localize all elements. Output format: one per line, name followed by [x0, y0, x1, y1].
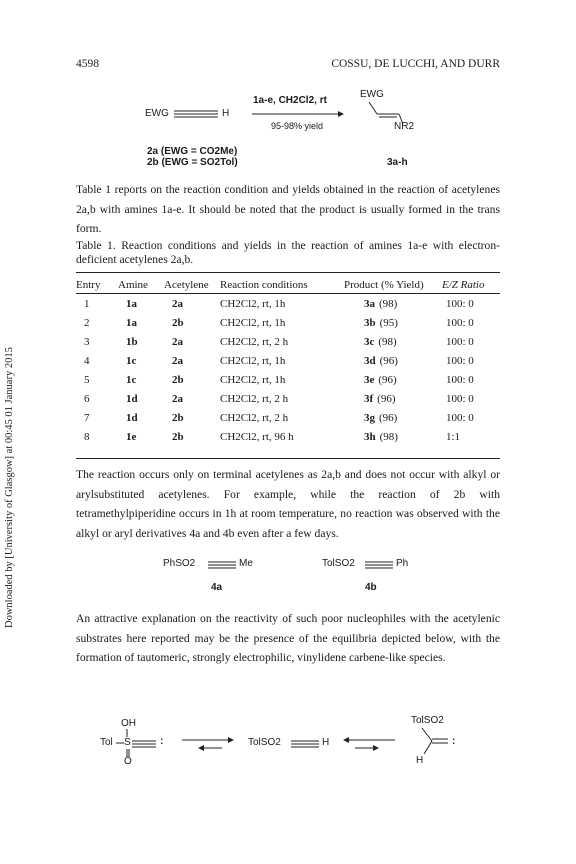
acetylene-cell-value: 2b	[172, 373, 184, 386]
conditions-cell: CH2Cl2, rt, 2 h	[220, 411, 289, 424]
acetylene-cell-value: 2b	[172, 316, 184, 329]
reactant-h: H	[222, 108, 230, 119]
amine-cell-value: 1d	[126, 392, 138, 405]
entry-cell: 2	[84, 316, 90, 329]
yield-label: 95-98% yield	[271, 121, 324, 131]
conditions-cell: CH2Cl2, rt, 1h	[220, 373, 286, 386]
header-conditions: Reaction conditions	[220, 278, 308, 291]
amine-cell	[118, 427, 164, 446]
paragraph-1: Table 1 reports on the reaction condition and yields obtained in the reaction of acetylenes 2a,b with amines 1a-e. It should be noted that the product is usually formed in the trans form.	[76, 183, 500, 235]
table-top-rule	[76, 272, 500, 273]
triple-bond-1	[172, 108, 220, 120]
header-acetylene: Acetylene	[164, 278, 209, 291]
equilibrium-arrows-left	[182, 736, 234, 752]
acetylene-cell	[164, 408, 220, 427]
table-body	[76, 294, 500, 446]
product-ewg: EWG	[360, 89, 384, 100]
ratio-cell: 100: 0	[446, 316, 474, 329]
triple-bond-middle	[290, 738, 320, 750]
acetylene-cell	[164, 351, 220, 370]
product-yield: (98)	[379, 297, 398, 310]
s-label: S	[124, 737, 131, 748]
entry-cell: 1	[84, 297, 90, 310]
acetylene-cell	[164, 427, 220, 446]
download-watermark: Downloaded by [University of Glasgow] at 00:45 01 January 2015	[4, 347, 15, 628]
carbene-dots-left: :	[160, 736, 164, 747]
conditions-cell: CH2Cl2, rt, 2 h	[220, 335, 289, 348]
triple-bond-4b	[364, 559, 394, 571]
table-row	[76, 332, 500, 351]
product-yield: (98)	[378, 335, 397, 348]
amine-cell	[118, 313, 164, 332]
acetylene-cell-value: 2b	[172, 430, 184, 443]
o-label: O	[124, 756, 132, 767]
product-id: 3c	[364, 335, 375, 348]
conditions-cell: CH2Cl2, rt, 1h	[220, 316, 286, 329]
compound-4a-tail: Me	[239, 558, 253, 569]
product-cell	[344, 389, 442, 408]
amine-cell	[118, 370, 164, 389]
right-tolso2: TolSO2	[411, 715, 444, 726]
product-yield: (96)	[379, 354, 398, 367]
amine-cell-value: 1d	[126, 411, 138, 424]
amine-cell-value: 1c	[126, 373, 137, 386]
product-yield: (96)	[378, 373, 397, 386]
ratio-cell: 100: 0	[446, 392, 474, 405]
entry-cell: 4	[84, 354, 90, 367]
table-header-row	[76, 275, 500, 294]
amine-cell-value: 1c	[126, 354, 137, 367]
acetylene-cell	[164, 389, 220, 408]
label-2a: 2a (EWG = CO2Me)	[147, 146, 238, 157]
acetylene-cell	[164, 370, 220, 389]
middle-h: H	[322, 737, 330, 748]
tol-label: Tol	[100, 737, 113, 748]
ratio-cell: 100: 0	[446, 354, 474, 367]
acetylene-cell	[164, 294, 220, 313]
acetylene-cell	[164, 332, 220, 351]
product-yield: (95)	[379, 316, 398, 329]
table-row	[76, 427, 500, 446]
acetylene-cell-value: 2a	[172, 392, 183, 405]
acetylene-cell	[164, 313, 220, 332]
reagents-label: 1a-e, CH2Cl2, rt	[253, 95, 327, 106]
product-id: 3d	[364, 354, 376, 367]
ratio-cell: 100: 0	[446, 373, 474, 386]
entry-cell: 3	[84, 335, 90, 348]
carbene-dots-right: :	[452, 736, 456, 747]
results-table	[76, 275, 500, 446]
product-cell	[344, 427, 442, 446]
compound-4a	[163, 558, 195, 569]
compound-4b-tail: Ph	[396, 558, 409, 569]
product-id: 3g	[364, 411, 375, 424]
header-ez-ratio: E/Z Ratio	[442, 278, 485, 291]
entry-cell: 6	[84, 392, 90, 405]
amine-cell	[118, 408, 164, 427]
label-4b: 4b	[365, 582, 377, 593]
amine-cell	[118, 351, 164, 370]
amine-cell-value: 1b	[126, 335, 138, 348]
product-cell	[344, 294, 442, 313]
compound-4b-head: TolSO2	[322, 558, 355, 569]
product-id: 3b	[364, 316, 376, 329]
entry-cell: 5	[84, 373, 90, 386]
triple-bond-4a	[207, 559, 237, 571]
label-4a: 4a	[211, 582, 223, 593]
header-product: Product (% Yield)	[344, 278, 424, 291]
ratio-cell: 100: 0	[446, 411, 474, 424]
ratio-cell: 1:1	[446, 430, 461, 443]
product-cell	[344, 332, 442, 351]
amine-cell-value: 1a	[126, 297, 137, 310]
conditions-cell: CH2Cl2, rt, 2 h	[220, 392, 289, 405]
product-yield: (96)	[377, 392, 396, 405]
product-cell	[344, 370, 442, 389]
acetylene-cell-value: 2a	[172, 297, 183, 310]
oh-label: OH	[121, 718, 136, 729]
product-yield: (96)	[379, 411, 398, 424]
product-nr2: NR2	[394, 121, 415, 132]
amine-cell	[118, 332, 164, 351]
product-id: 3a	[364, 297, 375, 310]
conditions-cell: CH2Cl2, rt, 96 h	[220, 430, 294, 443]
acetylene-cell-value: 2a	[172, 335, 183, 348]
paragraph-3: An attractive explanation on the reactivity of such poor nucleophiles with the acetylenic substrates here reported may be the presence of the equilibria depicted below, with the formation of tautomeric, strongly electrophilic, vinylidene carbene-like species.	[76, 612, 500, 664]
conditions-cell: CH2Cl2, rt, 1h	[220, 297, 286, 310]
ratio-cell: 100: 0	[446, 297, 474, 310]
compound-4a-head: PhSO2	[163, 558, 196, 569]
page-number: 4598	[76, 58, 99, 70]
product-cell	[344, 351, 442, 370]
vinylidene-bonds	[418, 726, 454, 758]
product-cell	[344, 408, 442, 427]
table-row	[76, 294, 500, 313]
running-head: COSSU, DE LUCCHI, AND DURR	[331, 58, 500, 70]
product-id: 3e	[364, 373, 375, 386]
amine-cell-value: 1e	[126, 430, 137, 443]
header-entry: Entry	[76, 278, 101, 291]
table-row	[76, 370, 500, 389]
product-yield: (98)	[379, 430, 398, 443]
amine-cell	[118, 294, 164, 313]
table-row	[76, 389, 500, 408]
s-oh-bond	[125, 729, 129, 737]
reaction-arrow	[252, 110, 344, 118]
table-row	[76, 351, 500, 370]
product-cell	[344, 313, 442, 332]
reactant-ewg: EWG	[145, 108, 169, 119]
table-caption: Table 1. Reaction conditions and yields in the reaction of amines 1a-e with electron-deficient acetylenes 2a,b.	[76, 239, 500, 266]
acetylene-cell-value: 2a	[172, 354, 183, 367]
label-2b: 2b (EWG = SO2Tol)	[147, 157, 238, 168]
amine-cell	[118, 389, 164, 408]
paragraph-2: The reaction occurs only on terminal acetylenes as 2a,b and does not occur with alkyl or arylsubstituted acetylenes. For example, while the reaction of 2b with tetramethylpiperidine occurs in 1h at room temperature, no reaction was observed with the alkyl or aryl derivatives 4a and 4b even after a few days.	[76, 468, 500, 540]
table-row	[76, 408, 500, 427]
right-h: H	[416, 755, 424, 766]
product-id: 3h	[364, 430, 376, 443]
amine-cell-value: 1a	[126, 316, 137, 329]
label-3a-h: 3a-h	[387, 157, 408, 168]
table-bottom-rule	[76, 458, 500, 459]
header-amine: Amine	[118, 278, 148, 291]
conditions-cell: CH2Cl2, rt, 1h	[220, 354, 286, 367]
ratio-cell: 100: 0	[446, 335, 474, 348]
acetylene-cell-value: 2b	[172, 411, 184, 424]
table-row	[76, 313, 500, 332]
entry-cell: 7	[84, 411, 90, 424]
product-id: 3f	[364, 392, 374, 405]
triple-bond-carbene-left	[132, 738, 158, 750]
middle-tolso2: TolSO2	[248, 737, 281, 748]
tol-s-bond	[116, 738, 124, 748]
equilibrium-arrows-right	[343, 736, 395, 752]
entry-cell: 8	[84, 430, 90, 443]
